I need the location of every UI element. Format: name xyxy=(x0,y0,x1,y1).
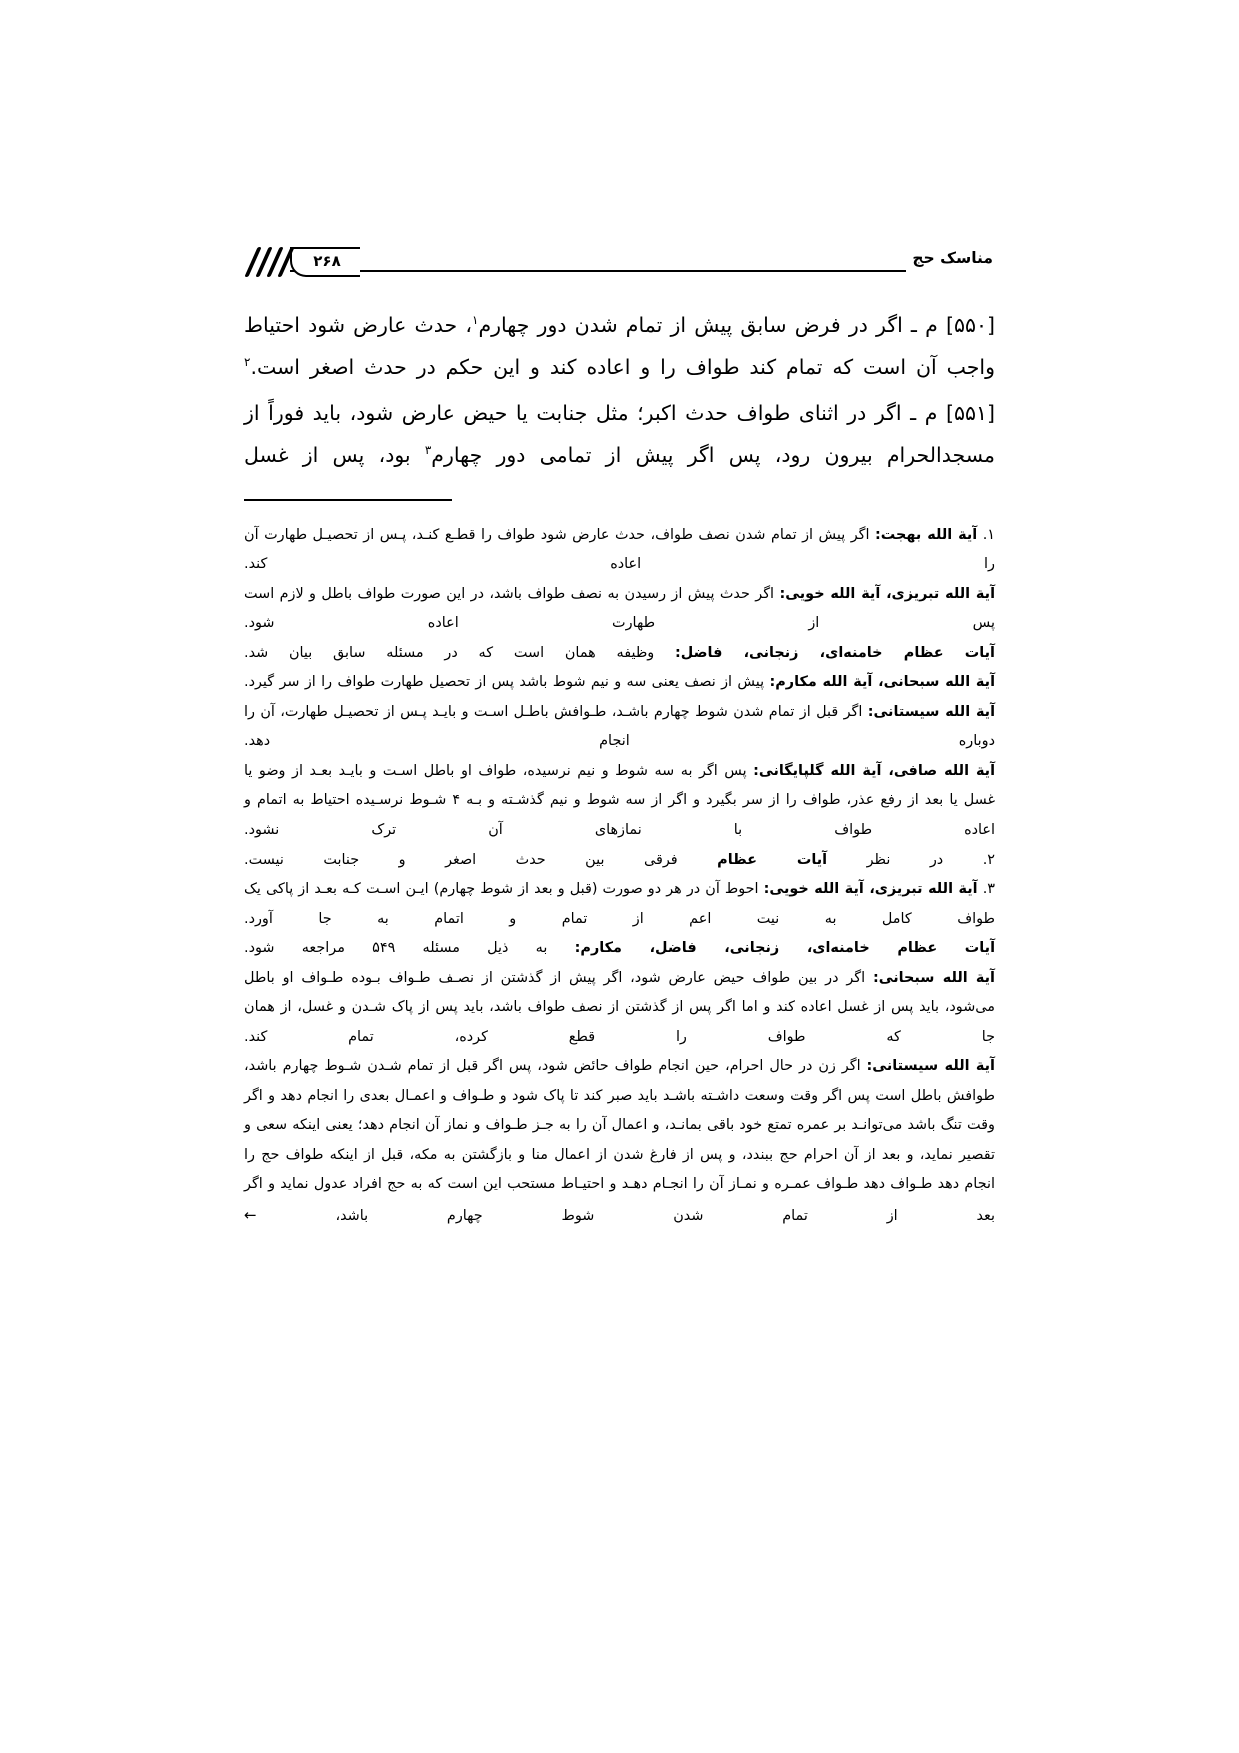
footnote-text: به ذیل مسئله ۵۴۹ مراجعه شود. xyxy=(244,940,548,957)
footnote-text: اگر پیش از تمام شدن نصف طواف، حدث عارض شود طواف را قطـع کنـد، پـس از تحصیـل طهارت آن را اعاده کند. xyxy=(244,526,995,573)
footnote-marker: ٢. xyxy=(943,851,996,868)
footnote-marker: ١. xyxy=(977,526,996,543)
footnote-subitem xyxy=(244,668,995,698)
slash-ornament-icon xyxy=(244,247,290,277)
footnote-source: آیات عظام خامنه‌ای، زنجانی، فاضل، مکارم: xyxy=(574,940,996,957)
footnote-ref[interactable]: ٣ xyxy=(424,443,432,458)
folio-box xyxy=(290,247,360,277)
footnote-source: آیة الله سبحانی: xyxy=(872,969,995,986)
running-head-title: مناسک حج xyxy=(906,251,995,279)
running-head xyxy=(244,232,995,278)
footnote-subitem xyxy=(244,580,995,639)
footnote-source: آیة الله بهجت: xyxy=(875,526,978,543)
footnote-text: احوط آن در هر دو صورت (قبل و بعد از شوط چهارم) ایـن اسـت کـه بعـد از پاکی یک طواف کامل به نیت اعم از تمام و اتمام به جا آورد. xyxy=(244,881,995,927)
footnote-marker: ٣. xyxy=(977,881,996,898)
footnote-source: آیة الله صافی، آیة الله گلپایگانی: xyxy=(753,762,996,779)
footnote-text: وظیفه همان است که در مسئله سابق بیان شد. xyxy=(244,644,655,661)
footnote-text: اگر حدث پیش از رسیدن به نصف طواف باشد، در این صورت طواف باطل و لازم است پس از طهارت اعاده شود. xyxy=(244,585,995,632)
footnote-ref[interactable]: ١ xyxy=(471,313,479,328)
continuation-arrow-icon: ← xyxy=(244,1205,257,1224)
page-content xyxy=(244,232,995,1753)
footnote-source: آیة الله سیستانی: xyxy=(866,1058,995,1075)
footnote-subitem xyxy=(244,698,995,757)
footnote-list xyxy=(244,521,995,1232)
footnote-subitem xyxy=(244,934,995,964)
footnote-text: اگر زن در حال احرام، حین انجام طواف حائض شود، پس اگر قبل از تمام شـدن شـوط چهارم باشد، طوافش باطل است پس اگر وقت وسعت داشـته باشـد باید صبر کند تا پاک شود و طـواف و اعمـال بعدی را انجام دهد و اگر وقت تنگ باشد می‌توانـد بر عمره تمتع خود باقی بمانـد، و اعمال آن را به جـز طـواف و نماز آن انجام دهد؛ یعنی اینکه سعی و تقصیر نماید، و بعد از آن احرام حج ببندد، و پس از فارغ شدن از اعمال منا و بازگشتن به مکه، قبل از اینکه طواف حج را انجام دهد طـواف دهد طـواف عمـره و نمـاز آن را انجـام دهـد و احتیـاط مستحب این است که به حج افراد عدول نماید و اگر بعد از تمام شدن شوط چهارم باشد، xyxy=(244,1058,995,1224)
footnote-source-inline: آیات عظام xyxy=(717,851,828,868)
footnote-subitem xyxy=(244,964,995,1053)
footnote-text: پس اگر به سه شوط و نیم نرسیده، طواف او باطل اسـت و بایـد بعـد از وضو یا غسل یا بعد از رفع عذر، طواف را از سر بگیرد و اگر از سه شوط و نیم گذشـته و بـه ۴ شـوط نرسـیده احتیاط به اتمام و اعاده طواف با نمازهای آن ترک نشود. xyxy=(244,762,995,838)
body-text xyxy=(244,304,995,477)
footnote-text: اگر در بین طواف حیض عارض شود، اگر پیش از گذشتن از نصـف طـواف بـوده طـواف او باطل می‌شود، باید پس از غسل اعاده کند و اما اگر پس از گذشتن از نصف طواف باشد، باید پس از پاک شـدن و غسل، از همان جا که طواف را قطع کرده، تمام کند. xyxy=(244,969,995,1045)
footnote-subitem xyxy=(244,639,995,669)
ruling-paragraph-551: [۵۵۱] م ـ اگر در اثنای طواف حدث اکبر؛ مثل جنابت یا حیض عارض شود، باید فوراً از مسجدالحرام بیرون رود، پس اگر پیش از تمامی دور چهارم$^٣$ بود، پس از غسل xyxy=(244,400,995,468)
footnote-source: آیة الله سبحانی، آیة الله مکارم: xyxy=(769,674,995,691)
footnote-item xyxy=(244,521,995,580)
footnote-text: در نظر آیات عظام فرقی بین حدث اصغر و جنابت نیست. xyxy=(244,851,944,868)
footnote-source: آیة الله سیستانی: xyxy=(867,703,996,720)
footnote-source: آیات عظام خامنه‌ای، زنجانی، فاضل: xyxy=(675,644,995,661)
footnote-source: آیة الله تبریزی، آیة الله خویی: xyxy=(779,585,995,602)
page-number: ۲۶۸ xyxy=(313,251,341,270)
footnote-subitem xyxy=(244,757,995,846)
footnote-ref[interactable]: ٢ xyxy=(244,355,251,370)
footnote-subitem xyxy=(244,1052,995,1231)
footnote-text: پیش از نصف یعنی سه و نیم شوط باشد پس از تحصیل طهارت طواف را از سر گیرد. xyxy=(244,674,765,691)
footnote-source: آیة الله تبریزی، آیة الله خویی: xyxy=(763,881,978,898)
footnote-separator xyxy=(244,499,452,501)
ruling-paragraph-550: [۵۵۰] م ـ اگر در فرض سابق پیش از تمام شدن دور چهارم$^١$، حدث عارض شود احتیاط واجب آن است که تمام کند طواف را و اعاده کند و این حکم در حدث اصغر است.$^٢$ xyxy=(244,313,995,380)
footnote-item xyxy=(244,846,995,876)
footnote-text: اگر قبل از تمام شدن شوط چهارم باشـد، طـوافش باطـل اسـت و بایـد پـس از تحصیـل طهارت، آن را دوباره انجام دهد. xyxy=(244,703,995,750)
footnote-item xyxy=(244,875,995,934)
folio-group xyxy=(244,232,360,278)
